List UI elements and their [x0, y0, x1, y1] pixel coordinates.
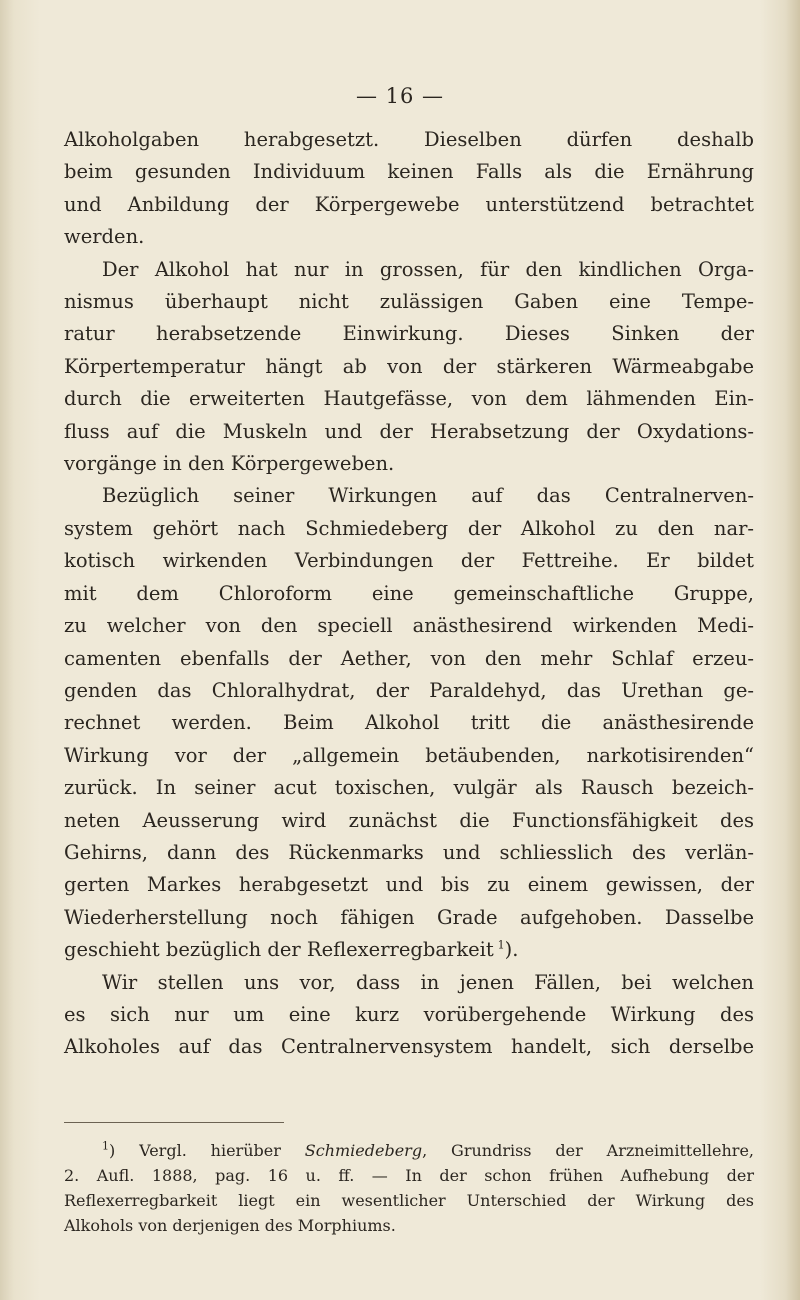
text-line: durch die erweiterten Hautgefässe, von dem lähmenden Ein-: [64, 387, 754, 411]
text-run: ).: [504, 938, 519, 962]
text-line: Wirkung vor der „allgemein betäubenden, narkotisirenden“: [64, 743, 754, 767]
text-line: Alkoholgaben herabgesetzt. Dieselben dürfen deshalb: [64, 128, 754, 151]
text-line: system gehört nach Schmiedeberg der Alkohol zu den nar-: [64, 516, 754, 540]
text-line: fluss auf die Muskeln und der Herabsetzung der Oxydations-: [64, 419, 754, 443]
footnote-divider: [64, 1122, 284, 1123]
text-line: Gehirns, dann des Rückenmarks und schliesslich des verlän-: [64, 840, 754, 864]
text-line: Wir stellen uns vor, dass in jenen Fällen, bei welchen: [102, 970, 754, 994]
footnote-text: ) Vergl. hierüber: [109, 1141, 281, 1160]
text-line: vorgänge in den Körpergeweben.: [64, 452, 395, 476]
text-line: neten Aeusserung wird zunächst die Functionsfähigkeit des: [64, 808, 754, 832]
text-line: werden.: [64, 225, 145, 249]
text-line: zurück. In seiner acut toxischen, vulgär als Rausch bezeich-: [64, 776, 754, 800]
text-line: kotisch wirkenden Verbindungen der Fettreihe. Er bildet: [64, 549, 754, 573]
footnote-marker: 1: [497, 938, 505, 952]
footnote: [64, 1138, 754, 1238]
page-number: — 16 —: [355, 84, 445, 108]
footnote-line: [64, 1138, 754, 1163]
footnote-line: Reflexerregbarkeit liegt ein wesentlicher Unterschied der Wirkung des: [64, 1191, 754, 1210]
text-line: Der Alkohol hat nur in grossen, für den kindlichen Orga-: [102, 257, 754, 281]
text-line: gerten Markes herabgesetzt und bis zu einem gewissen, der: [64, 873, 754, 897]
text-line: nismus überhaupt nicht zulässigen Gaben eine Tempe-: [64, 290, 754, 314]
text-line: rechnet werden. Beim Alkohol tritt die anästhesirende: [64, 711, 754, 735]
text-line: Alkoholes auf das Centralnervensystem handelt, sich derselbe: [64, 1035, 754, 1059]
text-line: Wiederherstellung noch fähigen Grade aufgehoben. Dasselbe: [64, 905, 754, 929]
text-line: mit dem Chloroform eine gemeinschaftliche Gruppe,: [64, 581, 754, 605]
text-line: und Anbildung der Körpergewebe unterstützend betrachtet: [64, 192, 754, 216]
text-line: genden das Chloralhydrat, der Paraldehyd, das Urethan ge-: [64, 678, 754, 702]
body-text: [64, 124, 754, 1064]
footnote-line: 2. Aufl. 1888, pag. 16 u. ff. — In der schon frühen Aufhebung der: [64, 1166, 754, 1185]
text-line: beim gesunden Individuum keinen Falls als die Ernährung: [64, 160, 754, 184]
text-line: [64, 934, 754, 966]
footnote-number: 1: [102, 1139, 109, 1153]
footnote-text: , Grundriss der Arzneimittellehre,: [422, 1141, 754, 1160]
text-line: Körpertemperatur hängt ab von der stärkeren Wärmeabgabe: [64, 354, 754, 378]
footnote-line: Alkohols von derjenigen des Morphiums.: [64, 1216, 396, 1235]
text-line: zu welcher von den speciell anästhesirend wirkenden Medi-: [64, 614, 754, 638]
text-line: Bezüglich seiner Wirkungen auf das Centralnerven-: [102, 484, 754, 508]
text-line: camenten ebenfalls der Aether, von den mehr Schlaf erzeu-: [64, 646, 754, 670]
text-line: ratur herabsetzende Einwirkung. Dieses Sinken der: [64, 322, 754, 346]
text-run: geschieht bezüglich der Reflexerregbarkeit: [64, 938, 494, 962]
footnote-author: Schmiedeberg: [304, 1141, 423, 1160]
text-line: es sich nur um eine kurz vorübergehende Wirkung des: [64, 1002, 754, 1026]
